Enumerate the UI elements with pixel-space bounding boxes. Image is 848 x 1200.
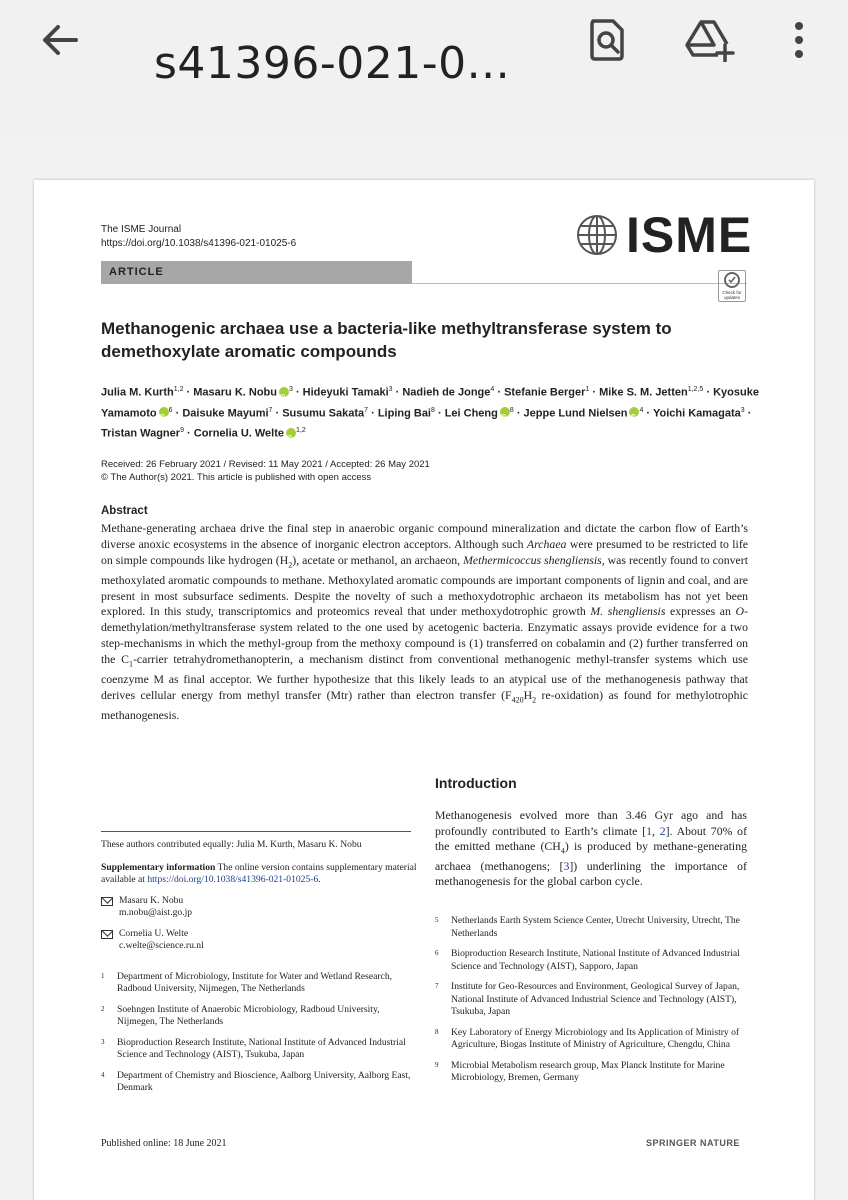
author-name: Julia M. Kurth	[101, 386, 174, 399]
footnote-rule	[101, 831, 411, 832]
affiliation-number: 6	[435, 949, 439, 957]
affiliation-number: 4	[101, 1070, 105, 1079]
orcid-icon[interactable]	[286, 428, 296, 438]
copyright: © The Author(s) 2021. This article is published with open access	[101, 472, 372, 483]
author-affiliation-number: 3	[288, 386, 293, 393]
author-affiliation-number: 8	[431, 406, 435, 414]
author-name: Daisuke Mayumi	[182, 407, 269, 420]
author-name: Stefanie Berger	[504, 386, 586, 399]
author-affiliation-number: 4	[639, 406, 644, 414]
author-name: Cornelia U. Welte	[193, 427, 285, 440]
author-name: Susumu Sakata	[282, 407, 365, 420]
orcid-icon[interactable]	[629, 407, 639, 417]
author-affiliation-number: 8	[509, 406, 514, 414]
check-updates-text: Check for updates	[722, 290, 742, 300]
contact-entry	[101, 928, 419, 953]
affiliation-list	[435, 915, 755, 1093]
isme-wordmark: ISME	[626, 207, 753, 263]
author-affiliation-number: 4	[490, 386, 495, 393]
reference-link[interactable]: 1	[646, 823, 652, 838]
affiliation-item	[435, 1060, 755, 1085]
reference-link[interactable]: 2	[659, 823, 666, 838]
affiliation-text: Department of Chemistry and Bioscience, Aalborg University, Aalborg East, Denmark	[117, 1069, 411, 1093]
journal-header	[101, 223, 296, 251]
publisher-logo: SPRINGER NATURE	[646, 1138, 740, 1148]
author-name: Lei Cheng	[444, 407, 498, 420]
received-dates: Received: 26 February 2021 / Revised: 11 May 2021 / Accepted: 26 May 2021	[101, 459, 430, 470]
affiliation-text: Netherlands Earth System Science Center, Utrecht University, Utrecht, The Netherlands	[451, 915, 740, 939]
orcid-icon[interactable]	[279, 387, 289, 397]
affiliation-number: 1	[101, 971, 105, 980]
contact-name: Cornelia U. Welte	[119, 927, 189, 939]
contact-email[interactable]: m.nobu@aist.go.jp	[119, 907, 193, 918]
author-list: Julia M. Kurth$^{1,2}$ · Masaru K. NobuiD $^3$ · Hideyuki Tamaki$^3$ · Nadieh de Jonge$^4$ · Stefanie Berger$^1$ · Mike S. M. Jetten$^{1,2,5}$ · Kyosuke YamamotoiD $^6$ · Daisuke Mayumi$^7$ · Susumu Sakata$^7$ · Liping Bai$^8$ · Lei ChengiD $^8$ · Jeppe Lund NielseniD $^4$ · Yoichi Kamagata$^3$ · Tristan Wagner$^9$ · Cornelia U. WelteiD $^{1,2}$	[101, 381, 761, 443]
introduction-text: Methanogenesis evolved more than 3.46 Gyr ago and has profoundly contributed to Earth’s climate [1, 2]. About 70% of the emitted methane $(CH_4)$ is produced by methane-generating archaea (methanogens; [3]) underlining the importance of methanogenesis for the global carbon cycle.	[435, 808, 747, 889]
isme-logo	[576, 207, 753, 263]
abstract-heading: Abstract	[101, 505, 148, 517]
contact-entry	[101, 895, 419, 920]
update-icon	[723, 271, 741, 289]
author-name: Jeppe Lund Nielsen	[523, 407, 628, 420]
orcid-icon[interactable]	[500, 407, 510, 417]
footnote-column-left	[101, 831, 419, 1103]
affiliation-number: 9	[435, 1060, 439, 1069]
author-affiliation-number: 1,2,5	[687, 386, 704, 393]
author-affiliation-number: 6	[168, 406, 173, 414]
affiliation-text: Microbial Metabolism research group, Max Planck Institute for Marine Microbiology, Bremen, Germany	[451, 1059, 725, 1083]
abstract-text: Methane-generating archaea drive the final step in anaerobic organic compound mineralization and dictate the carbon flow of Earth’s diverse anoxic ecosystems in the absence of inorganic electron acceptors. Although such Archaea were presumed to be restricted to life on simple compounds like hydrogen $(H_2)$, acetate or methanol, an archaeon, Methermicoccus shengliensis, was recently found to convert methoxylated aromatic compounds to methane. Methoxylated aromatic compounds are important components of lignin and coal, and are present in most subsurface sediments. Despite the novelty of such a methoxydotrophic archaeon its metabolism has not yet been explored. In this study, transcriptomics and proteomics reveal that under methoxydotrophic growth M. shengliensis expresses an O-demethylation/methyltransferase system related to the one used by acetogenic bacteria. Enzymatic assays provide evidence for a two step-mechanisms in which the methyl-group from the methoxy compound is (1) transferred on cobalamin and (2) further transferred on the $C_1$-carrier tetrahydromethanopterin, a mechanism distinct from conventional methanogenic methyl-transfer systems which use coenzyme M as final acceptor. We further hypothesize that this likely leads to an atypical use of the methanogenesis pathway that derives cellular energy from methyl transfer (Mtr) rather than electron transfer ($F_{420}H_2$ re-oxidation) as found for methylotrophic methanogenesis.	[101, 521, 749, 722]
affiliation-text: Institute for Geo-Resources and Environment, Geological Survey of Japan, National Institute of Advanced Industrial Science and Technology (AIST), Tsukuba, Japan	[451, 981, 740, 1017]
supplementary-link[interactable]: https://doi.org/10.1038/s41396-021-01025-6	[147, 874, 319, 885]
published-online: Published online: 18 June 2021	[101, 1138, 227, 1149]
file-title: s41396-021-0...	[154, 38, 511, 89]
envelope-icon	[101, 897, 113, 906]
affiliation-text: Department of Microbiology, Institute for Water and Wetland Research, Radboud University, Nijmegen, The Netherlands	[117, 970, 393, 994]
orcid-icon[interactable]	[159, 407, 169, 417]
author-affiliation-number: 3	[740, 406, 745, 414]
affiliation-item	[101, 1037, 419, 1062]
affiliation-number: 5	[435, 916, 439, 924]
author-name: Liping Bai	[377, 407, 431, 420]
affiliation-text: Key Laboratory of Energy Microbiology and Its Application of Ministry of Agriculture, Biogas Institute of Ministry of Agriculture, Chengdu, China	[451, 1026, 740, 1050]
affiliation-item	[101, 971, 419, 996]
affiliation-number: 2	[101, 1004, 105, 1013]
affiliation-item	[101, 1004, 419, 1029]
author-affiliation-number: 3	[388, 386, 393, 393]
contact-name: Masaru K. Nobu	[119, 894, 184, 906]
affiliation-number: 8	[435, 1027, 439, 1036]
article-type-band	[101, 261, 412, 284]
journal-doi: https://doi.org/10.1038/s41396-021-01025-6	[101, 238, 297, 249]
introduction-heading: Introduction	[435, 775, 517, 791]
article-type-label: ARTICLE	[109, 266, 164, 278]
pdf-page[interactable]	[34, 180, 814, 1200]
affiliation-number: 3	[101, 1037, 105, 1046]
affiliation-text: Bioproduction Research Institute, National Institute of Advanced Industrial Science and Technology (AIST), Sapporo, Japan	[451, 948, 740, 972]
affiliation-text: Bioproduction Research Institute, National Institute of Advanced Industrial Science and Technology (AIST), Tsukuba, Japan	[117, 1036, 406, 1060]
author-name: Hideyuki Tamaki	[302, 386, 389, 399]
find-in-page-icon[interactable]	[582, 14, 632, 66]
affiliation-item	[435, 915, 755, 940]
equal-contribution-note: These authors contributed equally: Julia M. Kurth, Masaru K. Nobu	[101, 839, 362, 850]
affiliation-list	[101, 971, 419, 1095]
affiliation-text: Soehngen Institute of Anaerobic Microbiology, Radboud University, Nijmegen, The Netherlands	[117, 1003, 380, 1027]
author-affiliation-number: 9	[180, 427, 184, 435]
author-name: Kyosuke Yamamoto	[101, 386, 759, 420]
author-affiliation-number: 1,2	[173, 386, 184, 393]
envelope-icon	[101, 930, 113, 939]
reference-link[interactable]: 3	[563, 858, 570, 873]
author-name: Yoichi Kamagata	[652, 407, 741, 420]
check-for-updates-badge[interactable]	[718, 270, 746, 302]
author-affiliation-number: 1,2	[296, 427, 306, 435]
add-to-drive-icon[interactable]	[682, 14, 738, 66]
affiliation-item	[435, 948, 755, 973]
author-name: Masaru K. Nobu	[193, 386, 277, 399]
article-title: Methanogenic archaea use a bacteria-like methyltransferase system to demethoxylate aromatic compounds	[101, 319, 672, 361]
arrow-back-icon[interactable]	[34, 14, 86, 66]
journal-name: The ISME Journal	[101, 224, 182, 235]
globe-icon	[576, 214, 618, 256]
author-affiliation-number: 7	[364, 406, 369, 414]
contact-email[interactable]: c.welte@science.ru.nl	[119, 940, 204, 951]
affiliation-item	[435, 1027, 755, 1052]
author-name: Mike S. M. Jetten	[599, 386, 688, 399]
more-vert-icon[interactable]	[784, 14, 814, 66]
affiliation-number: 7	[435, 982, 439, 990]
supplementary-info: Supplementary information The online version contains supplementary material available at https://doi.org/10.1038/s41396-021-01025-6.	[101, 861, 417, 885]
affiliation-item	[101, 1070, 419, 1095]
author-affiliation-number: 7	[268, 406, 273, 414]
affiliation-item	[435, 981, 755, 1019]
publication-dates	[101, 458, 701, 484]
header-rule	[412, 283, 747, 284]
author-name: Nadieh de Jonge	[402, 386, 491, 399]
app-bar	[0, 0, 848, 140]
author-name: Tristan Wagner	[101, 427, 181, 440]
author-affiliation-number: 1	[585, 386, 590, 393]
